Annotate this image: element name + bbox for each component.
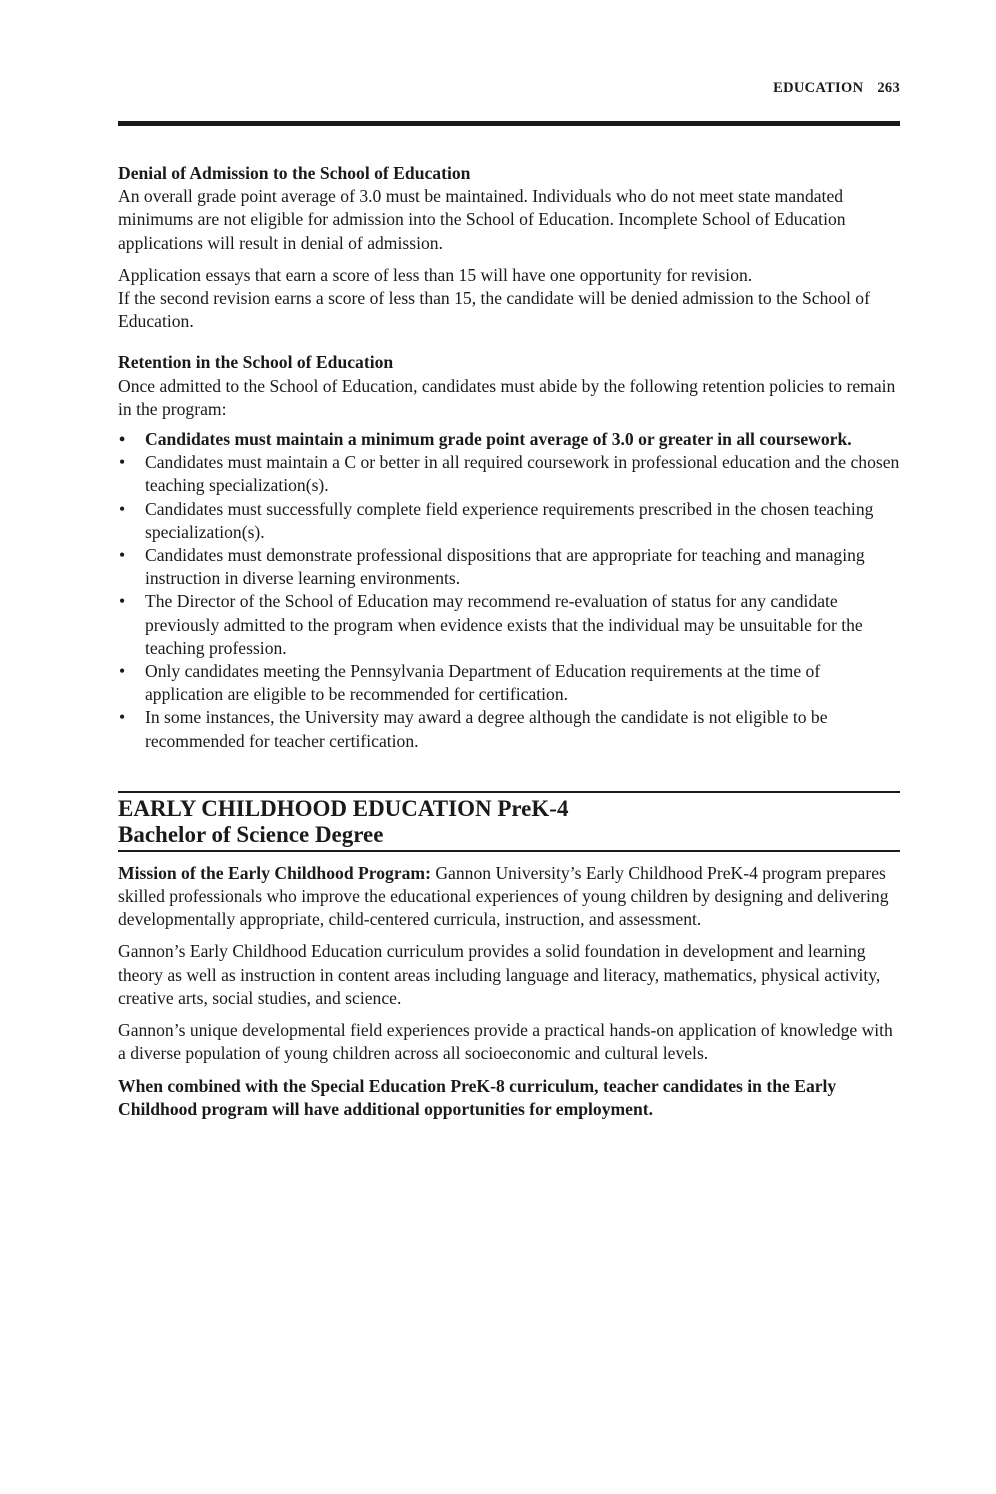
list-item-text: Only candidates meeting the Pennsylvania Department of Education requirements at the time of application are eligible to be recommended for certification.	[145, 661, 821, 705]
list-item	[118, 428, 900, 451]
bullet-icon: •	[119, 661, 126, 682]
list-item-text: Candidates must demonstrate professional dispositions that are appropriate for teaching and managing instruction in diverse learning environments.	[145, 545, 865, 589]
running-header	[773, 80, 900, 97]
retention-intro: Once admitted to the School of Education, candidates must abide by the following retention policies to remain in the program:	[118, 375, 896, 419]
bullet-icon: •	[119, 452, 126, 473]
mission-text: Gannon University’s Early Childhood PreK-4 program prepares skilled professionals who improve the educational experiences of young children by designing and delivering developmentally appropriate, child-centered curricula, instruction, and assessment.	[118, 862, 889, 930]
mission-paragraph	[118, 862, 900, 932]
denial-paragraph-1: An overall grade point average of 3.0 must be maintained. Individuals who do not meet state mandated minimums are not eligible for admission into the School of Education. Incomplete School of Education applications will result in denial of admission.	[118, 186, 846, 253]
mission-label: Mission of the Early Childhood Program:	[118, 862, 431, 883]
denial-heading: Denial of Admission to the School of Education	[118, 163, 471, 183]
bullet-icon: •	[119, 707, 126, 728]
page-number: 263	[877, 80, 900, 96]
list-item-text: Candidates must maintain a C or better in all required coursework in professional education and the chosen teaching specialization(s).	[145, 452, 900, 496]
list-item	[118, 590, 900, 660]
list-item-text: Candidates must successfully complete field experience requirements prescribed in the chosen teaching specialization(s).	[145, 498, 874, 542]
page-content	[118, 162, 900, 1121]
field-experience-paragraph: Gannon’s unique developmental field experiences provide a practical hands-on application of knowledge with a diverse population of young children across all socioeconomic and cultural levels.	[118, 1020, 893, 1064]
list-item-text: The Director of the School of Education may recommend re-evaluation of status for any candidate previously admitted to the program when evidence exists that the individual may be unsuitable for the teaching profession.	[145, 591, 863, 658]
list-item	[118, 498, 900, 544]
list-item	[118, 706, 900, 752]
program-degree: Bachelor of Science Degree	[118, 821, 384, 847]
bullet-icon: •	[119, 591, 126, 612]
curriculum-paragraph: Gannon’s Early Childhood Education curriculum provides a solid foundation in development and learning theory as well as instruction in content areas including language and literacy, mathematics, physical activity, creative arts, social studies, and science.	[118, 941, 881, 1008]
denial-paragraph-2-line-1: Application essays that earn a score of less than 15 will have one opportunity for revision.	[118, 264, 753, 285]
retention-heading: Retention in the School of Education	[118, 352, 394, 373]
list-item	[118, 451, 900, 497]
bullet-icon: •	[119, 429, 126, 450]
list-item-text: In some instances, the University may award a degree although the candidate is not eligible to be recommended for teacher certification.	[145, 707, 828, 751]
list-item	[118, 544, 900, 590]
list-item-text: Candidates must maintain a minimum grade point average of 3.0 or greater in all coursework.	[145, 429, 852, 450]
bullet-icon: •	[119, 498, 126, 519]
retention-policy-list	[118, 428, 900, 753]
denial-paragraph-2-line-2: If the second revision earns a score of less than 15, the candidate will be denied admission to the School of Education.	[118, 288, 870, 332]
program-title-block	[118, 791, 900, 852]
running-header-section: EDUCATION	[773, 80, 864, 96]
special-education-paragraph: When combined with the Special Education PreK-8 curriculum, teacher candidates in the Early Childhood program will have additional opportunities for employment.	[118, 1075, 837, 1119]
list-item	[118, 660, 900, 706]
program-title: EARLY CHILDHOOD EDUCATION PreK-4	[118, 795, 569, 821]
header-rule	[118, 121, 900, 126]
bullet-icon: •	[119, 545, 126, 566]
